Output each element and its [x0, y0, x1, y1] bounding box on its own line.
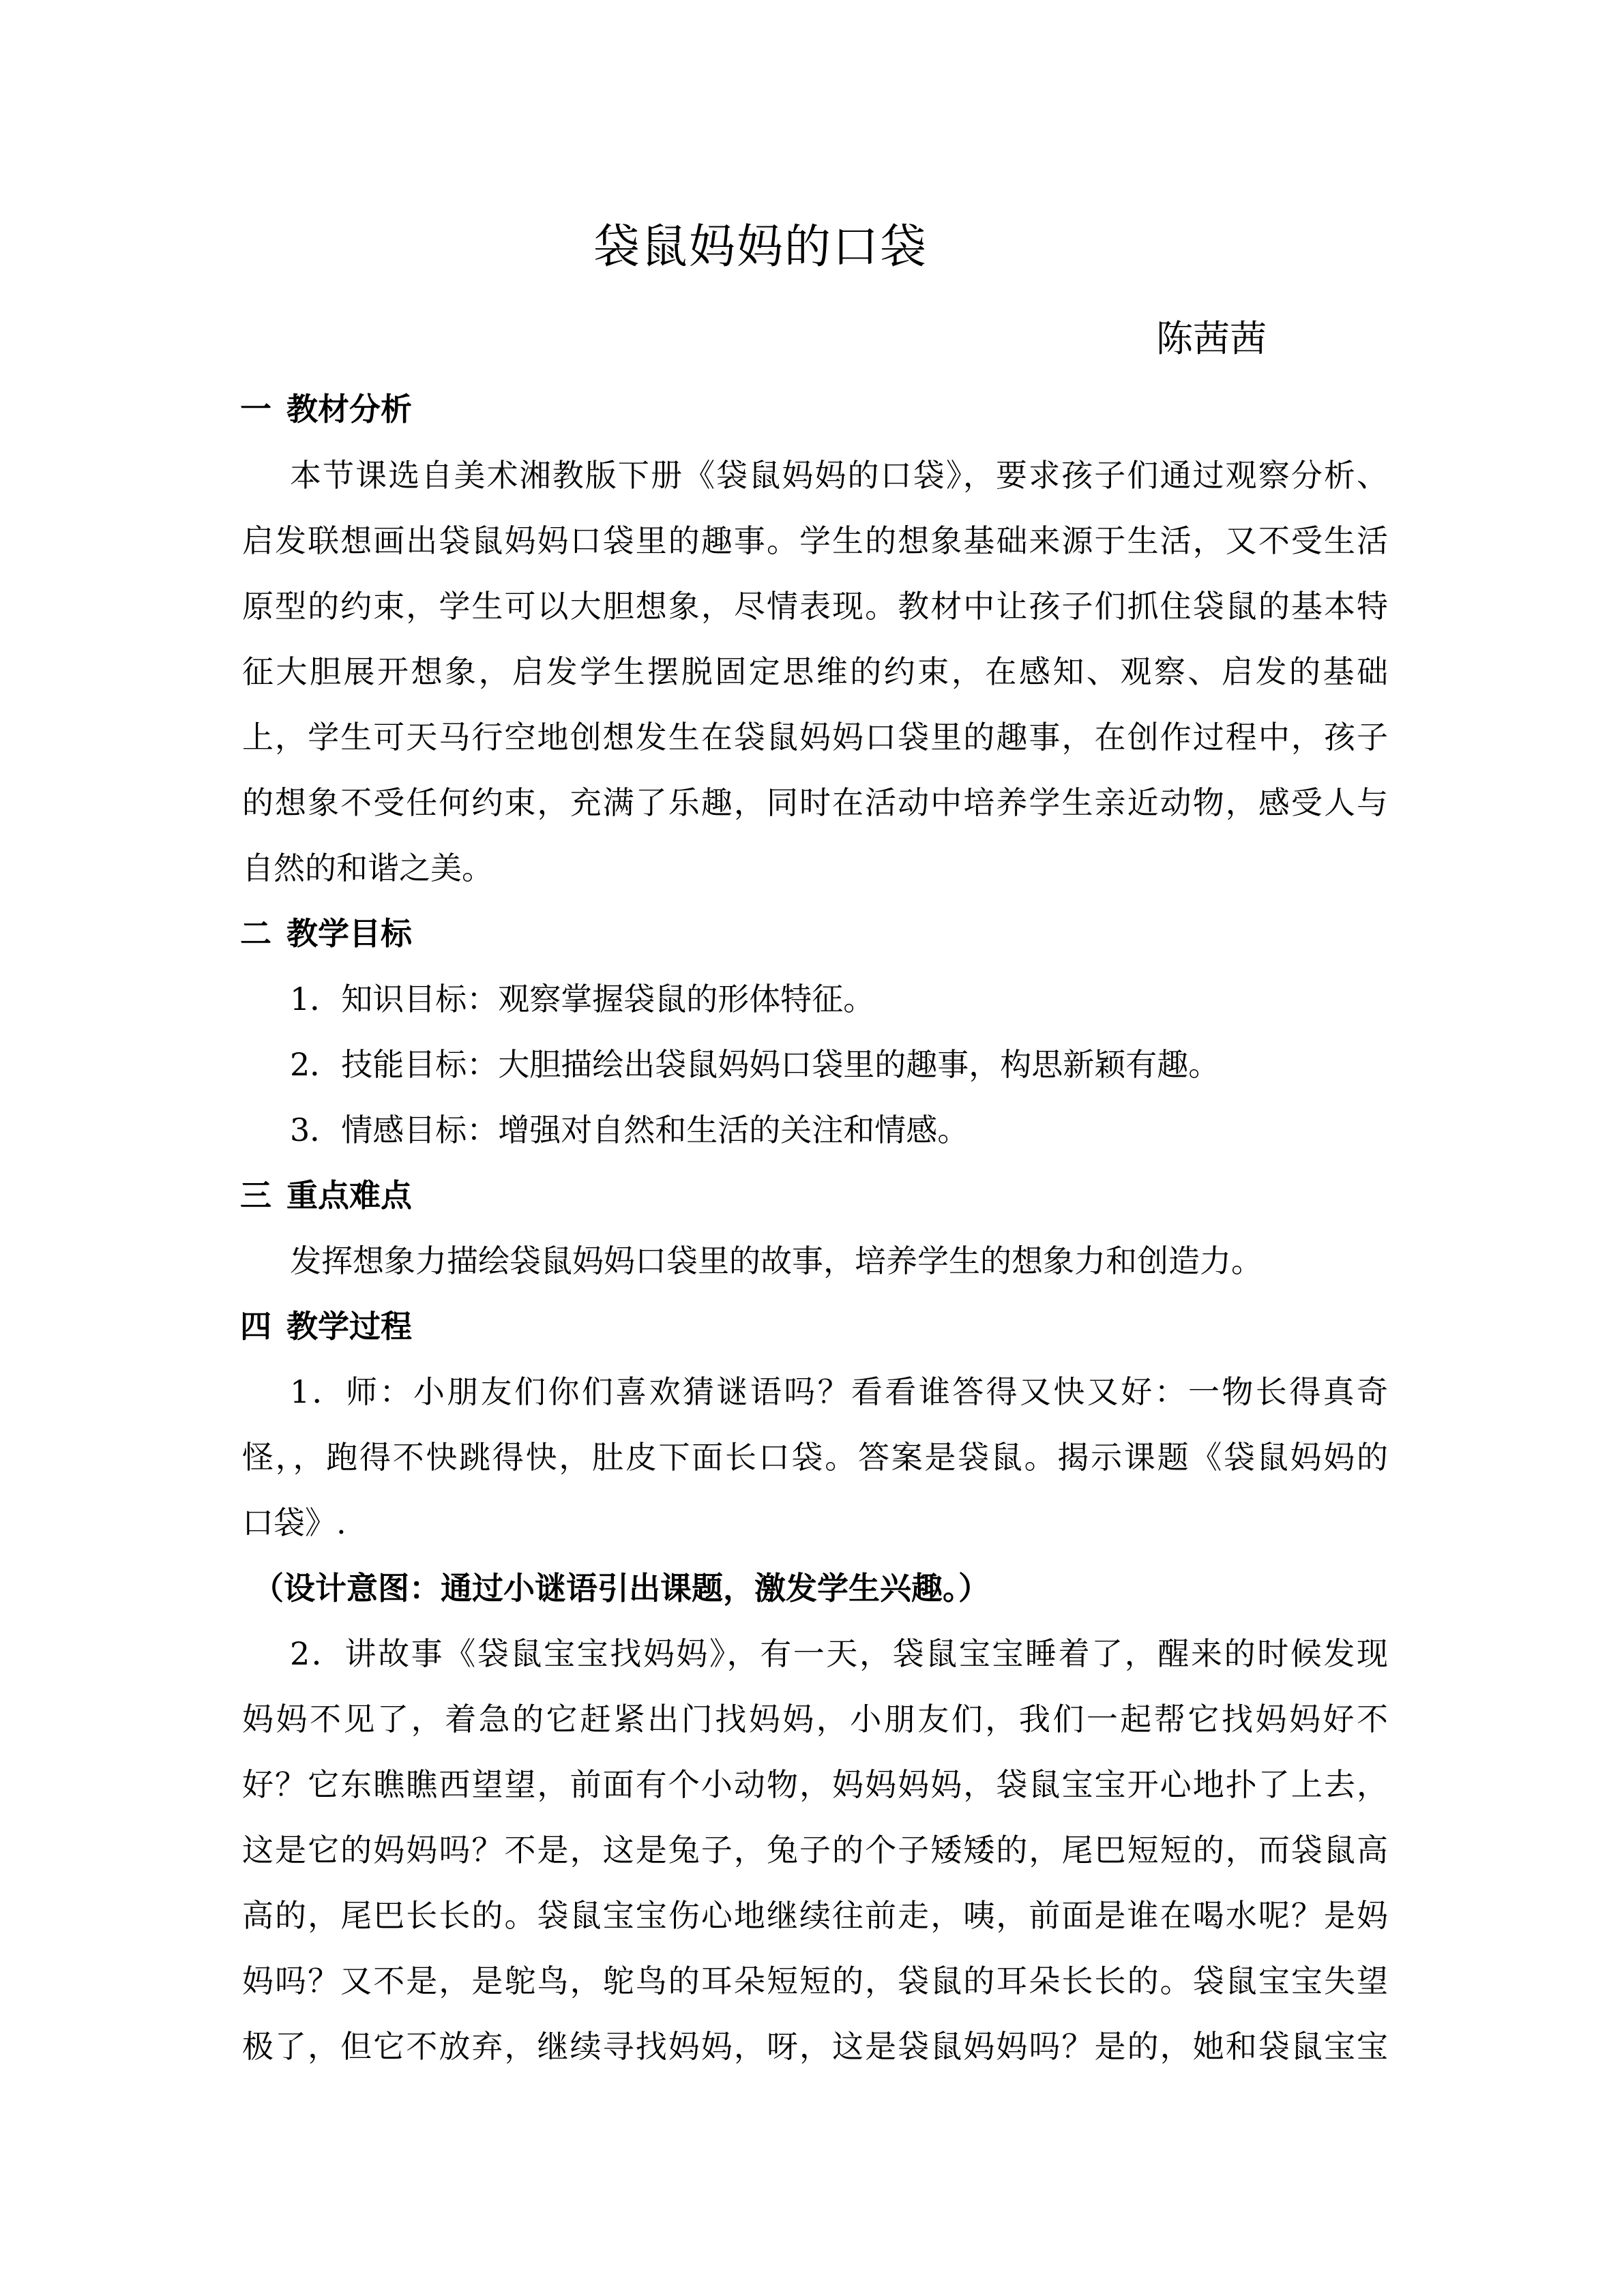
- section-heading-process: [240, 1306, 412, 1347]
- section-title: 教材分析: [286, 391, 412, 428]
- step-one-line: 1．师：小朋友们你们喜欢猜谜语吗？看看谁答得又快又好：一物长得真奇: [290, 1373, 1388, 1410]
- section-title: 教学过程: [286, 1308, 412, 1345]
- section-title: 教学目标: [286, 915, 412, 952]
- paragraph-line: 原型的约束，学生可以大胆想象，尽情表现。教材中让孩子们抓住袋鼠的基本特: [242, 588, 1388, 625]
- step-two-line: 妈妈不见了，着急的它赶紧出门找妈妈，小朋友们，我们一起帮它找妈妈好不: [242, 1701, 1388, 1738]
- objective-item: 2．技能目标：大胆描绘出袋鼠妈妈口袋里的趣事，构思新颖有趣。: [290, 1046, 1220, 1083]
- objective-item: 1．知识目标：观察掌握袋鼠的形体特征。: [290, 981, 875, 1017]
- section-number: 三: [240, 1177, 271, 1214]
- paragraph-line: 上，学生可天马行空地创想发生在袋鼠妈妈口袋里的趣事，在创作过程中，孩子: [242, 719, 1388, 756]
- paragraph-line: 启发联想画出袋鼠妈妈口袋里的趣事。学生的想象基础来源于生活，又不受生活: [242, 522, 1388, 559]
- step-two-line: 极了，但它不放弃，继续寻找妈妈，呀，这是袋鼠妈妈吗？是的，她和袋鼠宝宝: [242, 2028, 1388, 2065]
- section-number: 一: [240, 391, 271, 428]
- step-one-line: 怪，，跑得不快跳得快，肚皮下面长口袋。答案是袋鼠。揭示课题《袋鼠妈妈的: [242, 1439, 1388, 1476]
- section-number: 二: [240, 915, 271, 952]
- paragraph-line: 本节课选自美术湘教版下册《袋鼠妈妈的口袋》，要求孩子们通过观察分析、: [290, 457, 1388, 494]
- section-number: 四: [240, 1308, 271, 1345]
- design-intent-note: （设计意图：通过小谜语引出课题，激发学生兴趣。）: [252, 1570, 990, 1607]
- step-two-line: 妈吗？又不是，是鸵鸟，鸵鸟的耳朵短短的，袋鼠的耳朵长长的。袋鼠宝宝失望: [242, 1963, 1388, 1999]
- paragraph-line: 发挥想象力描绘袋鼠妈妈口袋里的故事，培养学生的想象力和创造力。: [290, 1242, 1263, 1279]
- paragraph-line: 的想象不受任何约束，充满了乐趣，同时在活动中培养学生亲近动物，感受人与: [242, 784, 1388, 821]
- paragraph-line: 征大胆展开想象，启发学生摆脱固定思维的约束，在感知、观察、启发的基础: [242, 653, 1388, 690]
- step-two-line: 2．讲故事《袋鼠宝宝找妈妈》，有一天，袋鼠宝宝睡着了，醒来的时候发现: [290, 1635, 1388, 1672]
- section-title: 重点难点: [286, 1177, 412, 1214]
- author-name: 陈茜茜: [1156, 317, 1267, 360]
- section-heading-key-points: [240, 1175, 412, 1216]
- step-two-line: 高的，尾巴长长的。袋鼠宝宝伤心地继续往前走，咦，前面是谁在喝水呢？是妈: [242, 1897, 1388, 1934]
- section-heading-analysis: [240, 389, 412, 430]
- objective-item: 3．情感目标：增强对自然和生活的关注和情感。: [290, 1112, 969, 1148]
- paragraph-line: 自然的和谐之美。: [242, 850, 493, 886]
- section-heading-objectives: [240, 913, 412, 954]
- document-title: 袋鼠妈妈的口袋: [593, 220, 928, 274]
- step-two-line: 这是它的妈妈吗？不是，这是兔子，兔子的个子矮矮的，尾巴短短的，而袋鼠高: [242, 1832, 1388, 1868]
- step-one-line: 口袋》.: [242, 1504, 346, 1541]
- step-two-line: 好？它东瞧瞧西望望，前面有个小动物，妈妈妈妈，袋鼠宝宝开心地扑了上去，: [242, 1766, 1388, 1803]
